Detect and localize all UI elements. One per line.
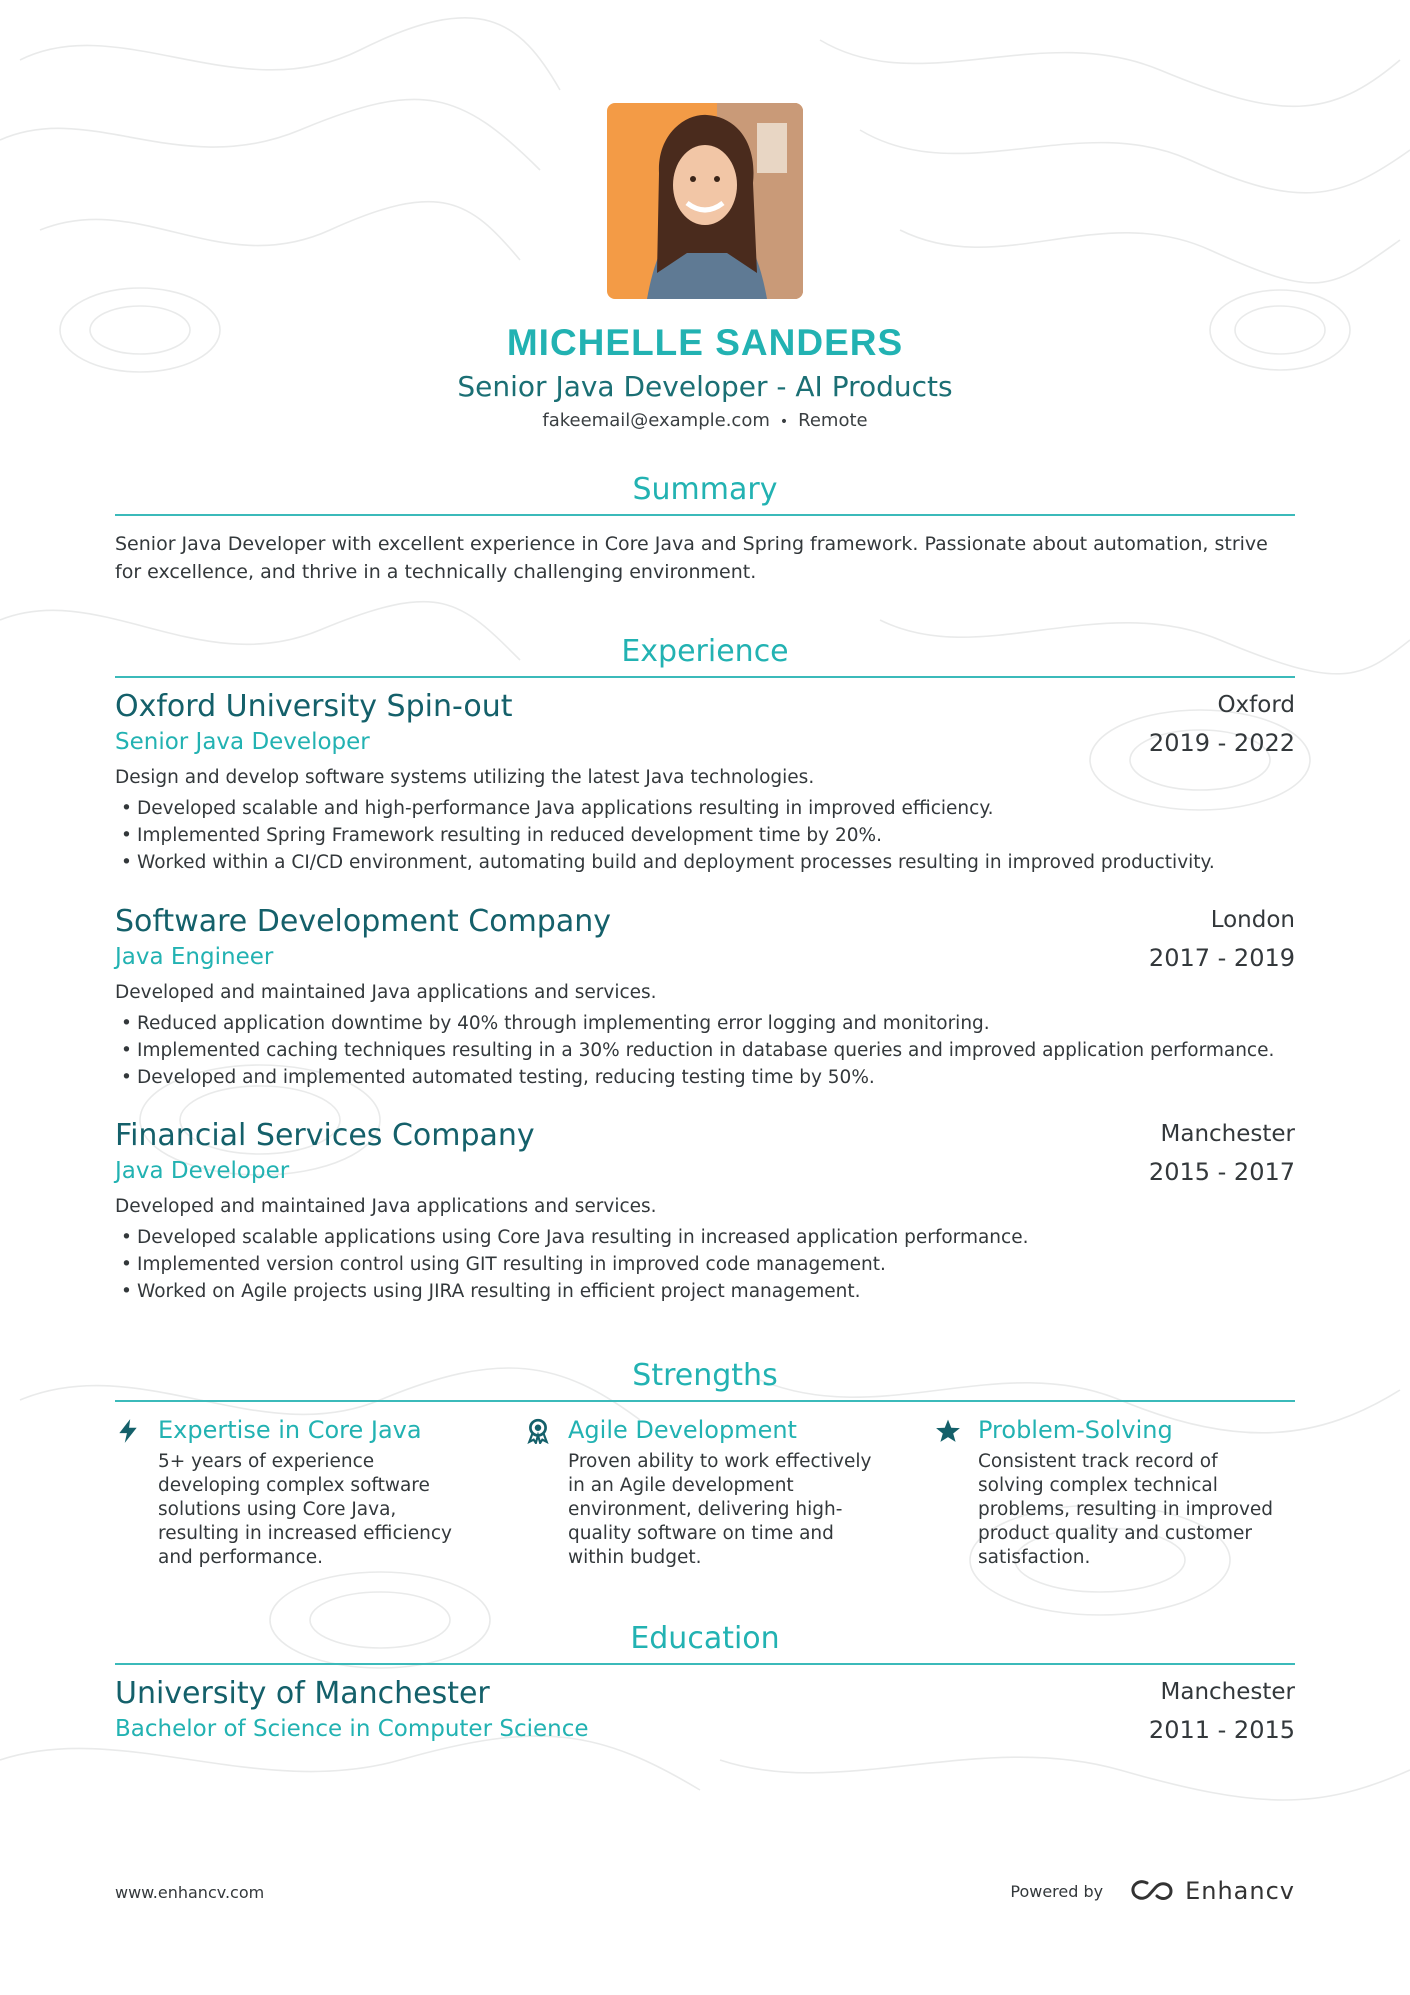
education-divider: [115, 1663, 1295, 1665]
brand-name[interactable]: Enhancv: [1185, 1877, 1295, 1905]
bullet-item: • Developed scalable and high-performance Java applications resulting in improved efficiency.: [115, 795, 1295, 822]
star-icon: [935, 1418, 961, 1444]
job-title: Senior Java Developer: [115, 729, 370, 755]
email-text[interactable]: fakeemail@example.com: [542, 410, 770, 431]
school-name: University of Manchester: [115, 1676, 490, 1711]
experience-entry: [115, 688, 1295, 876]
job-description: Design and develop software systems utilizing the latest Java technologies.: [115, 767, 815, 788]
bullet-item: • Developed and implemented automated testing, reducing testing time by 50%.: [115, 1064, 1295, 1091]
summary-divider: [115, 514, 1295, 516]
job-location: Manchester: [1160, 1121, 1295, 1147]
contact-line: [0, 408, 1410, 435]
strength-title: Problem-Solving: [978, 1416, 1173, 1444]
job-bullets: [115, 795, 1295, 876]
profile-photo: [607, 103, 803, 299]
powered-by: [1010, 1877, 1295, 1905]
education-dates: 2011 - 2015: [1148, 1716, 1295, 1744]
summary-heading: Summary: [632, 472, 778, 507]
bullet-item: • Implemented version control using GIT resulting in improved code management.: [115, 1251, 1295, 1278]
strength-item: [525, 1414, 895, 1570]
lightning-bolt-icon: [115, 1418, 141, 1444]
degree-name: Bachelor of Science in Computer Science: [115, 1716, 589, 1742]
job-title: Java Developer: [115, 1158, 290, 1184]
strength-description: Consistent track record of solving complex technical problems, resulting in improved product quality and customer satisfaction.: [978, 1451, 1274, 1568]
experience-entry: [115, 903, 1295, 1091]
strengths-divider: [115, 1400, 1295, 1402]
candidate-headline: Senior Java Developer - AI Products: [457, 370, 953, 403]
bullet-item: • Developed scalable applications using Core Java resulting in increased application performance.: [115, 1224, 1295, 1251]
education-heading: Education: [630, 1621, 780, 1656]
bullet-item: • Implemented Spring Framework resulting in reduced development time by 20%.: [115, 822, 1295, 849]
job-title: Java Engineer: [115, 944, 274, 970]
experience-heading: Experience: [621, 634, 789, 669]
job-location: London: [1210, 907, 1295, 933]
bullet-item: • Implemented caching techniques resulting in a 30% reduction in database queries and improved application performance.: [115, 1037, 1295, 1064]
job-dates: 2015 - 2017: [1148, 1158, 1295, 1186]
experience-entry: [115, 1117, 1295, 1305]
education-entry: [115, 1675, 1295, 1745]
candidate-name: MICHELLE SANDERS: [506, 322, 904, 363]
job-dates: 2019 - 2022: [1148, 729, 1295, 757]
experience-divider: [115, 676, 1295, 678]
company-name: Financial Services Company: [115, 1118, 535, 1153]
bullet-item: • Worked within a CI/CD environment, automating build and deployment processes resulting in improved productivity.: [115, 849, 1295, 876]
job-dates: 2017 - 2019: [1148, 944, 1295, 972]
separator-dot: •: [779, 414, 789, 430]
website-link[interactable]: www.enhancv.com: [115, 1883, 265, 1902]
job-description: Developed and maintained Java applications and services.: [115, 982, 657, 1003]
school-location: Manchester: [1160, 1679, 1295, 1705]
location-text: Remote: [798, 410, 868, 431]
resume-header: [0, 320, 1410, 435]
strength-item: [935, 1414, 1305, 1570]
bullet-item: • Reduced application downtime by 40% through implementing error logging and monitoring.: [115, 1010, 1295, 1037]
job-bullets: [115, 1224, 1295, 1305]
powered-by-label: Powered by: [1010, 1881, 1104, 1901]
strengths-heading: Strengths: [632, 1358, 778, 1393]
award-ribbon-icon: [525, 1418, 551, 1444]
strength-item: [115, 1414, 485, 1570]
strength-description: 5+ years of experience developing complex software solutions using Core Java, resulting in increased efficiency and performance.: [158, 1451, 452, 1568]
job-bullets: [115, 1010, 1295, 1091]
strength-title: Expertise in Core Java: [158, 1416, 422, 1444]
job-description: Developed and maintained Java applications and services.: [115, 1196, 657, 1217]
company-name: Oxford University Spin-out: [115, 689, 513, 724]
strength-title: Agile Development: [568, 1416, 797, 1444]
job-location: Oxford: [1217, 692, 1295, 718]
company-name: Software Development Company: [115, 904, 611, 939]
enhancv-logo-icon[interactable]: [1129, 1877, 1175, 1905]
strength-description: Proven ability to work effectively in an Agile development environment, delivering high-quality software on time and within budget.: [568, 1451, 872, 1568]
bullet-item: • Worked on Agile projects using JIRA resulting in efficient project management.: [115, 1278, 1295, 1305]
summary-text: Senior Java Developer with excellent experience in Core Java and Spring framework. Passionate about automation, strive for excellence, and thrive in a technically challenging environment.: [115, 533, 1268, 583]
